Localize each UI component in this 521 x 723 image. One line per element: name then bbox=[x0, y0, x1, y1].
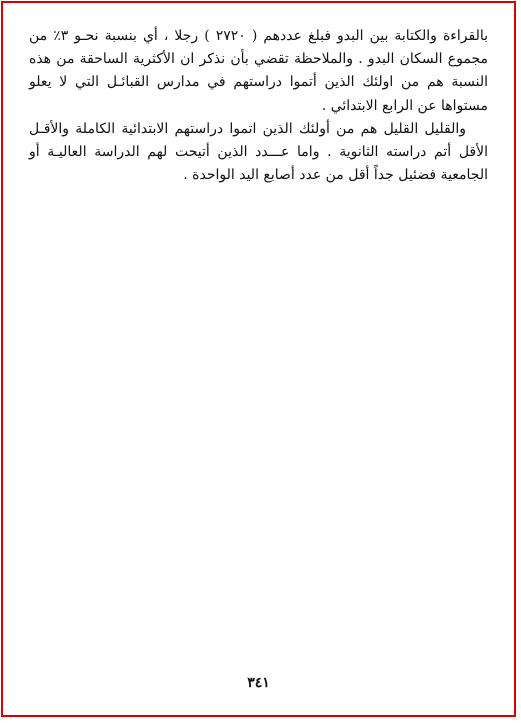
document-page bbox=[1, 1, 516, 717]
paragraph-literacy-statistics: بالقراءة والكتابة بين البدو فبلغ عددهم ( ٢٧٢٠ ) رجلا ، أي بنسبة نحـو ٣٪ من مجموع السكان البدو . والملاحظة تقضي بأن نذكر ان الأكثرية الساحقة من هذه النسبة هم من اولئك الذين أتموا دراستهم في مدارس القبائـل التي لا يعلو مستواها عن الرابع الابتدائي . bbox=[29, 28, 488, 114]
page-number: ٣٤١ bbox=[247, 675, 270, 691]
paragraph-higher-education: والقليل القليل هم من أولئك الذين اتموا دراستهم الابتدائية الكاملة والأقـل الأقل أتم دراسته الثانوية . واما عـــدد الذين أتيحت لهم الدراسة العاليـة أو الجامعية فضئيل جداً أقل من عدد أصابع اليد الواحدة . bbox=[29, 120, 488, 184]
body-text bbox=[29, 25, 488, 187]
